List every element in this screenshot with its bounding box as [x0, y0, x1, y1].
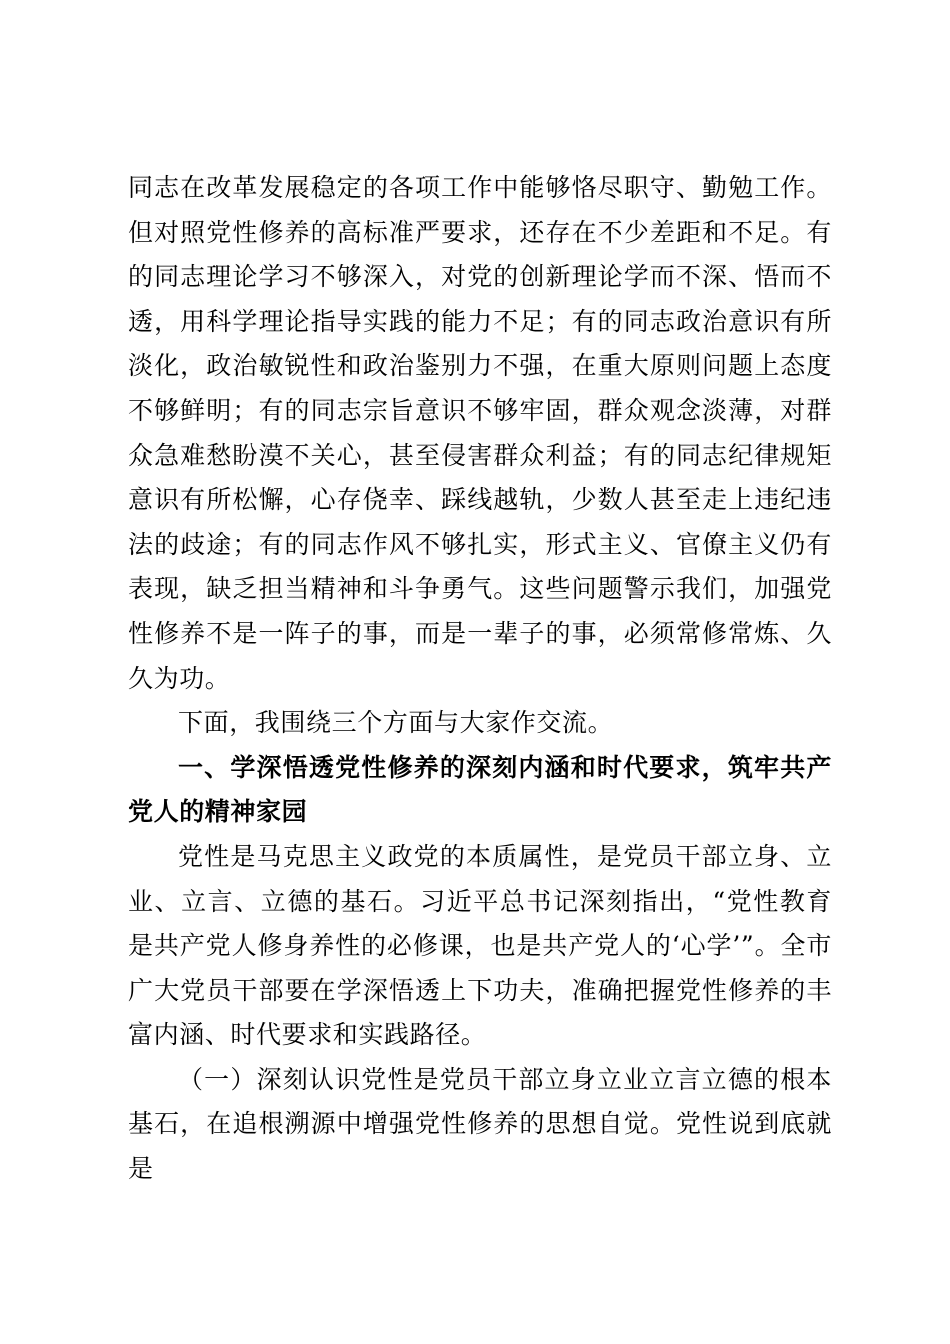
- document-page: [128, 166, 832, 1192]
- paragraph-party-spirit: 党性是马克思主义政党的本质属性，是党员干部立身、立业、立言、立德的基石。习近平总书记深刻指出，“党性教育是共产党人修身养性的必修课，也是共产党人的‘心学’”。全市广大党员干部要在学深悟透上下功夫，准确把握党性修养的丰富内涵、时代要求和实践路径。: [128, 841, 832, 1050]
- paragraph-subsection-1: （一）深刻认识党性是党员干部立身立业立言立德的根本基石，在追根溯源中增强党性修养的思想自觉。党性说到底就是: [128, 1064, 832, 1184]
- paragraph-intro: 下面，我围绕三个方面与大家作交流。: [178, 708, 614, 738]
- paragraph-problems: 同志在改革发展稳定的各项工作中能够恪尽职守、勤勉工作。但对照党性修养的高标准严要求，还存在不少差距和不足。有的同志理论学习不够深入，对党的创新理论学而不深、悟而不透，用科学理论指导实践的能力不足；有的同志政治意识有所淡化，政治敏锐性和政治鉴别力不强，在重大原则问题上态度不够鲜明；有的同志宗旨意识不够牢固，群众观念淡薄，对群众急难愁盼漠不关心，甚至侵害群众利益；有的同志纪律规矩意识有所松懈，心存侥幸、踩线越轨，少数人甚至走上违纪违法的歧途；有的同志作风不够扎实，形式主义、官僚主义仍有表现，缺乏担当精神和斗争勇气。这些问题警示我们，加强党性修养不是一阵子的事，而是一辈子的事，必须常修常炼、久久为功。: [128, 173, 832, 693]
- section-heading-1: 一、学深悟透党性修养的深刻内涵和时代要求，筑牢共产党人的精神家园: [128, 752, 832, 827]
